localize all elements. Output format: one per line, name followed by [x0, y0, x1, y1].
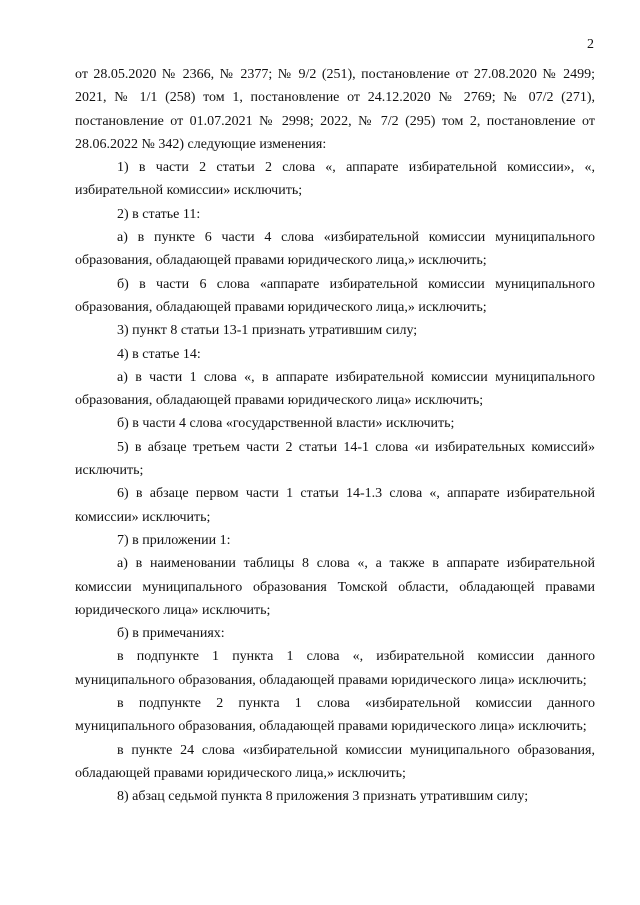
paragraph-item-4b: б) в части 4 слова «государственной власти» исключить;: [117, 416, 455, 432]
paragraph-intro-continuation: от 28.05.2020 № 2366, № 2377; № 9/2 (251), постановление от 27.08.2020 № 2499; 2021, № 1/1 (258) том 1, постановление от 24.12.2020 № 2769; № 07/2 (271), постановление от 01.07.2021 № 2998; 2022, № 7/2 (295) том 2, постановление от 28.06.2022 № 342) следующие изменения:: [75, 67, 595, 152]
paragraph-item-2b: б) в части 6 слова «аппарате избирательной комиссии муниципального образования, обладающей правами юридического лица,» исключить;: [75, 276, 595, 315]
paragraph-item-6: 6) в абзаце первом части 1 статьи 14-1.3 слова «, аппарате избирательной комиссии» исключить;: [75, 486, 595, 525]
paragraph-note-1: в подпункте 1 пункта 1 слова «, избирательной комиссии данного муниципального образования, обладающей правами юридического лица» исключить;: [75, 649, 595, 688]
paragraph-item-4a: а) в части 1 слова «, в аппарате избирательной комиссии муниципального образования, обладающей правами юридического лица» исключить;: [75, 369, 595, 409]
paragraph-item-4: 4) в статье 14:: [117, 346, 201, 362]
paragraph-item-8: 8) абзац седьмой пункта 8 приложения 3 признать утратившим силу;: [117, 789, 529, 805]
paragraph-item-7a: а) в наименовании таблицы 8 слова «, а также в аппарате избирательной комиссии муниципального образования Томской области, обладающей правами юридического лица» исключить;: [75, 556, 595, 618]
paragraph-item-2a: а) в пункте 6 части 4 слова «избирательной комиссии муниципального образования, обладающей правами юридического лица,» исключить;: [75, 230, 595, 269]
paragraph-note-2: в подпункте 2 пункта 1 слова «избирательной комиссии данного муниципального образования, обладающей правами юридического лица» исключить;: [75, 696, 595, 735]
paragraph-item-3: 3) пункт 8 статьи 13-1 признать утратившим силу;: [117, 323, 418, 339]
document-body: [75, 63, 595, 809]
paragraph-item-2: 2) в статье 11:: [117, 206, 201, 222]
page-number: 2: [587, 37, 594, 52]
paragraph-item-5: 5) в абзаце третьем части 2 статьи 14-1 слова «и избирательных комиссий» исключить;: [75, 439, 595, 479]
paragraph-item-7b: б) в примечаниях:: [117, 626, 225, 642]
paragraph-item-1: 1) в части 2 статьи 2 слова «, аппарате избирательной комиссии», «, избирательной комиссии» исключить;: [75, 160, 595, 199]
paragraph-note-24: в пункте 24 слова «избирательной комиссии муниципального образования, обладающей правами юридического лица,» исключить;: [75, 742, 595, 781]
paragraph-item-7: 7) в приложении 1:: [117, 532, 231, 548]
